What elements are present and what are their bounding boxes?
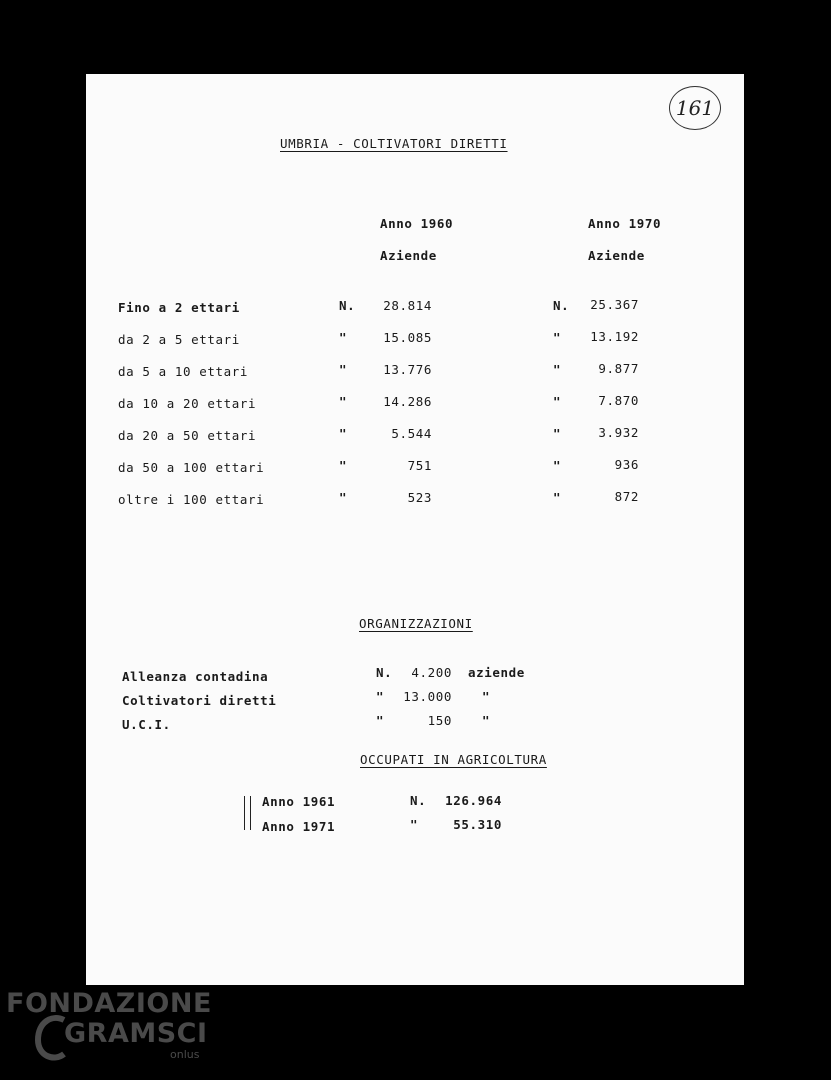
row-value-1960: 14.286 <box>383 394 432 409</box>
row-label: oltre i 100 ettari <box>118 492 265 507</box>
row-value-1960: 523 <box>407 490 432 505</box>
row-mark: N. <box>553 298 570 313</box>
row-mark: " <box>553 490 562 505</box>
employment-label: Anno 1971 <box>262 819 336 834</box>
row-value-1960: 15.085 <box>383 330 432 345</box>
logo-line1: FONDAZIONE <box>6 988 212 1019</box>
employment-heading: OCCUPATI IN AGRICOLTURA <box>360 752 547 767</box>
row-mark: N. <box>339 298 356 313</box>
row-value-1970: 9.877 <box>598 361 639 376</box>
row-value-1960: 5.544 <box>391 426 432 441</box>
employment-mark: " <box>410 817 419 832</box>
row-mark: " <box>553 426 562 441</box>
logo-line2: GRAMSCI <box>64 1018 208 1049</box>
header-unit-1970: Aziende <box>588 248 645 263</box>
employment-mark: N. <box>410 793 427 808</box>
row-mark: " <box>339 426 348 441</box>
org-mark: N. <box>376 665 393 680</box>
row-mark: " <box>339 458 348 473</box>
org-label: Coltivatori diretti <box>122 693 277 708</box>
row-label: da 20 a 50 ettari <box>118 428 257 443</box>
row-label: da 2 a 5 ettari <box>118 332 240 347</box>
row-mark: " <box>553 330 562 345</box>
row-label: Fino a 2 ettari <box>118 300 240 315</box>
row-value-1960: 28.814 <box>383 298 432 313</box>
row-mark: " <box>339 330 348 345</box>
row-label: da 50 a 100 ettari <box>118 460 265 475</box>
fondazione-gramsci-logo <box>6 988 216 1068</box>
org-unit: " <box>482 713 491 728</box>
row-mark: " <box>339 394 348 409</box>
row-value-1970: 936 <box>614 457 639 472</box>
logo-line3: onlus <box>170 1048 200 1061</box>
document-title: UMBRIA - COLTIVATORI DIRETTI <box>280 136 508 151</box>
employment-label: Anno 1961 <box>262 794 336 809</box>
row-value-1970: 3.932 <box>598 425 639 440</box>
org-label: U.C.I. <box>122 717 171 732</box>
org-unit: " <box>482 689 491 704</box>
document-page <box>86 74 744 985</box>
page-number-stamp: 161 <box>669 86 721 130</box>
row-value-1970: 13.192 <box>590 329 639 344</box>
row-label: da 5 a 10 ettari <box>118 364 249 379</box>
org-unit: aziende <box>468 665 525 680</box>
employment-value: 126.964 <box>445 793 502 808</box>
organizations-heading: ORGANIZZAZIONI <box>359 616 473 631</box>
row-value-1960: 751 <box>407 458 432 473</box>
header-year-1960: Anno 1960 <box>380 216 454 231</box>
margin-bracket-mark <box>244 796 251 830</box>
row-mark: " <box>553 458 562 473</box>
row-value-1970: 872 <box>614 489 639 504</box>
header-unit-1960: Aziende <box>380 248 437 263</box>
employment-value: 55.310 <box>453 817 502 832</box>
org-label: Alleanza contadina <box>122 669 269 684</box>
row-mark: " <box>339 362 348 377</box>
row-mark: " <box>553 394 562 409</box>
row-value-1960: 13.776 <box>383 362 432 377</box>
row-label: da 10 a 20 ettari <box>118 396 257 411</box>
row-mark: " <box>339 490 348 505</box>
row-mark: " <box>553 362 562 377</box>
row-value-1970: 25.367 <box>590 297 639 312</box>
header-year-1970: Anno 1970 <box>588 216 662 231</box>
org-value: 150 <box>427 713 452 728</box>
org-mark: " <box>376 689 385 704</box>
org-value: 4.200 <box>411 665 452 680</box>
row-value-1970: 7.870 <box>598 393 639 408</box>
org-mark: " <box>376 713 385 728</box>
org-value: 13.000 <box>403 689 452 704</box>
